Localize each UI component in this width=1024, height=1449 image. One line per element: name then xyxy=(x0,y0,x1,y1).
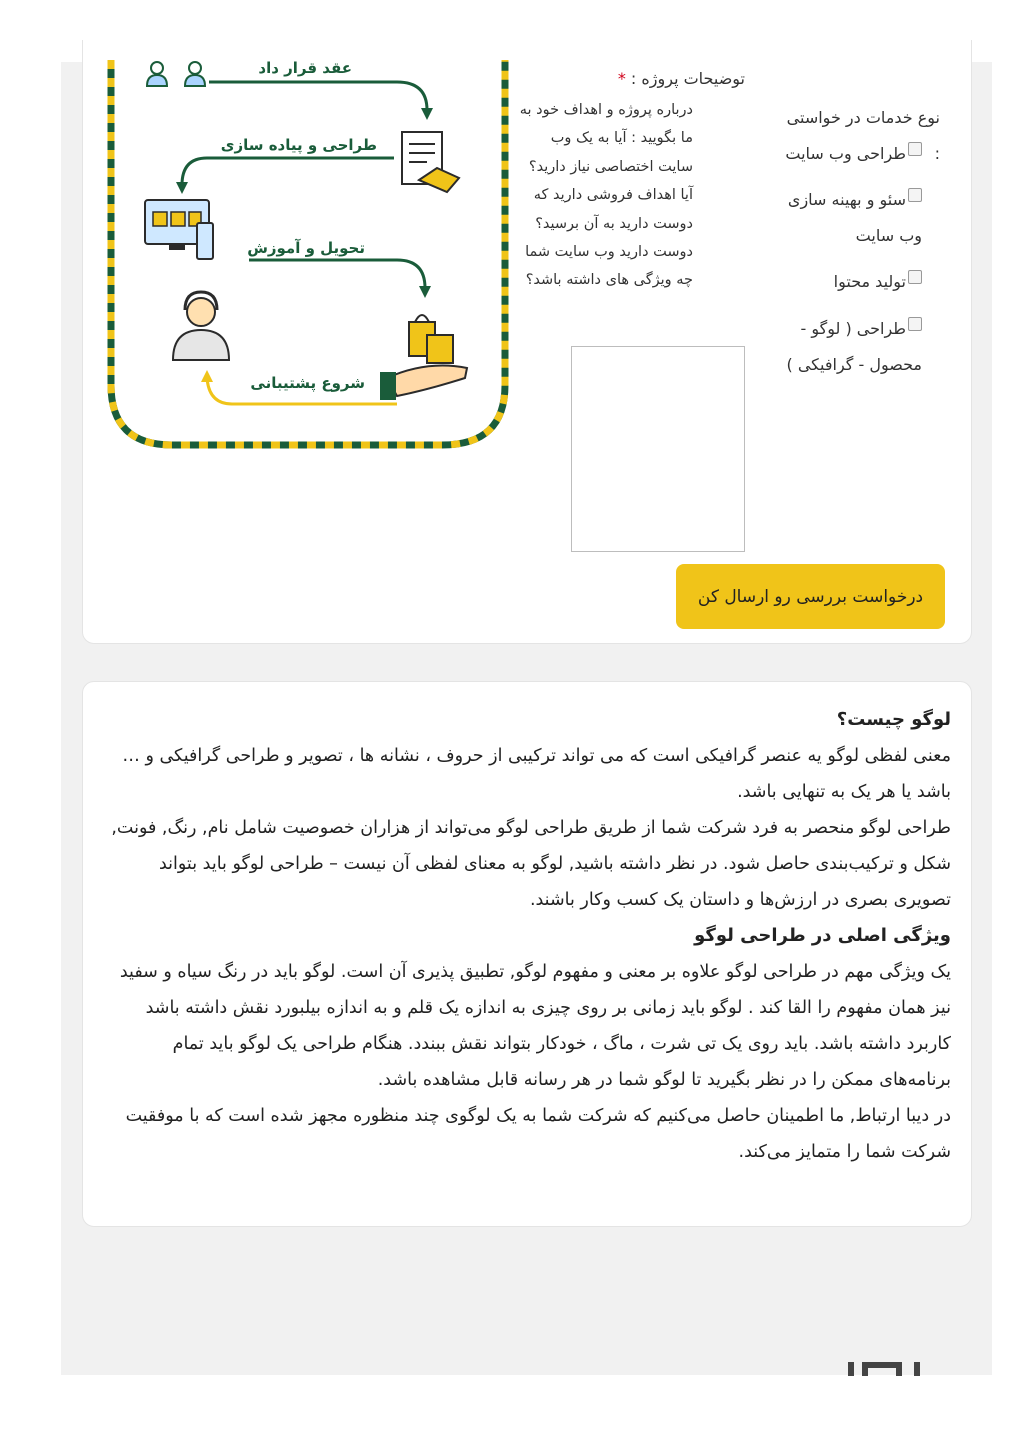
submit-request-button[interactable]: درخواست بررسی رو ارسال کن xyxy=(676,564,945,629)
request-form-card xyxy=(82,40,972,644)
people-icon xyxy=(147,62,205,86)
service-option-web-design[interactable]: طراحی وب سایت xyxy=(742,136,922,172)
step-4-label: شروع پشتیبانی xyxy=(250,374,365,392)
article-paragraph: یک ویژگی مهم در طراحی لوگو علاوه بر معنی و مفهوم لوگو, تطبیق پذیری آن است. لوگو باید در رنگ سیاه و سفید نیز همان مفهوم را القا کند . لوگو باید زمانی بر روی چیزی به اندازه یک قلم و به اندازه بیلبورد نقش داشته باشد کاربرد داشته باشد. باید روی یک تی شرت ، ماگ ، خودکار بتواند نقش ببندد. هنگام طراحی یک لوگو باید تمام برنامه‌های ممکن را در نظر بگیرید تا لوگو شما در هر رسانه قابل مشاهده باشد. xyxy=(119,962,951,1090)
article-paragraph: معنی لفظی لوگو یه عنصر گرافیکی است که می تواند ترکیبی از حروف ، نشانه ها ، تصویر و طراحی گرافیکی و … باشد یا هر یک به تنهایی باشد. xyxy=(122,746,951,802)
contract-icon xyxy=(402,132,459,192)
article-body xyxy=(101,702,951,1170)
services-title: نوع خدمات در خواستی xyxy=(786,108,940,127)
footer-logo-fragment xyxy=(848,1362,924,1376)
checkbox[interactable] xyxy=(908,142,922,156)
support-agent-icon xyxy=(173,292,229,360)
process-illustration xyxy=(97,60,517,450)
article-paragraph: طراحی لوگو منحصر به فرد شرکت شما از طریق طراحی لوگو می‌تواند از هزاران خصوصیت شامل نام, رنگ, فونت, شکل و ترکیب‌بندی حاصل شود. در نظر داشته باشید, لوگو به معنای لفظی آن نیست – طراحی لوگو باید بتواند تصویری بصری در ارزش‌ها و داستان یک کسب وکار باشند. xyxy=(111,818,951,910)
description-label: توضیحات پروژه : * xyxy=(617,69,745,88)
description-hint: درباره پروژه و اهداف خود به ما بگویید : آیا به یک وب سایت اختصاصی نیاز دارید؟ آیا اهداف فروشی دارید که دوست دارید به آن برسید؟ دوست دارید وب سایت شما چه ویژگی های داشته باشد؟ xyxy=(519,102,693,289)
step-2-label: طراحی و پیاده سازی xyxy=(220,136,377,154)
service-option-content[interactable]: تولید محتوا xyxy=(742,264,922,300)
article-heading-what-is-logo: لوگو چیست؟ xyxy=(836,709,951,730)
checkbox[interactable] xyxy=(908,188,922,202)
step-3-label: تحویل و آموزش xyxy=(247,239,365,257)
article-heading-main-feature: ویژگی اصلی در طراحی لوگو xyxy=(694,925,951,946)
project-description-input[interactable] xyxy=(571,346,745,552)
step-1-label: عقد قرار داد xyxy=(258,60,352,77)
services-colon: : xyxy=(934,144,940,163)
service-option-seo[interactable]: سئو و بهینه سازی وب سایت xyxy=(762,182,922,254)
service-option-graphic-design[interactable]: طراحی ( لوگو - محصول - گرافیکی ) xyxy=(747,311,922,383)
checkbox[interactable] xyxy=(908,317,922,331)
article-card xyxy=(82,681,972,1227)
devices-icon xyxy=(145,200,213,259)
checkbox[interactable] xyxy=(908,270,922,284)
required-mark: * xyxy=(617,69,626,88)
shopping-bag-icon xyxy=(380,315,467,400)
article-paragraph: در دیبا ارتباط, ما اطمینان حاصل می‌کنیم که شرکت شما به یک لوگوی چند منظوره مجهز شده است که با موفقیت شرکت شما را متمایز می‌کند. xyxy=(125,1106,951,1162)
